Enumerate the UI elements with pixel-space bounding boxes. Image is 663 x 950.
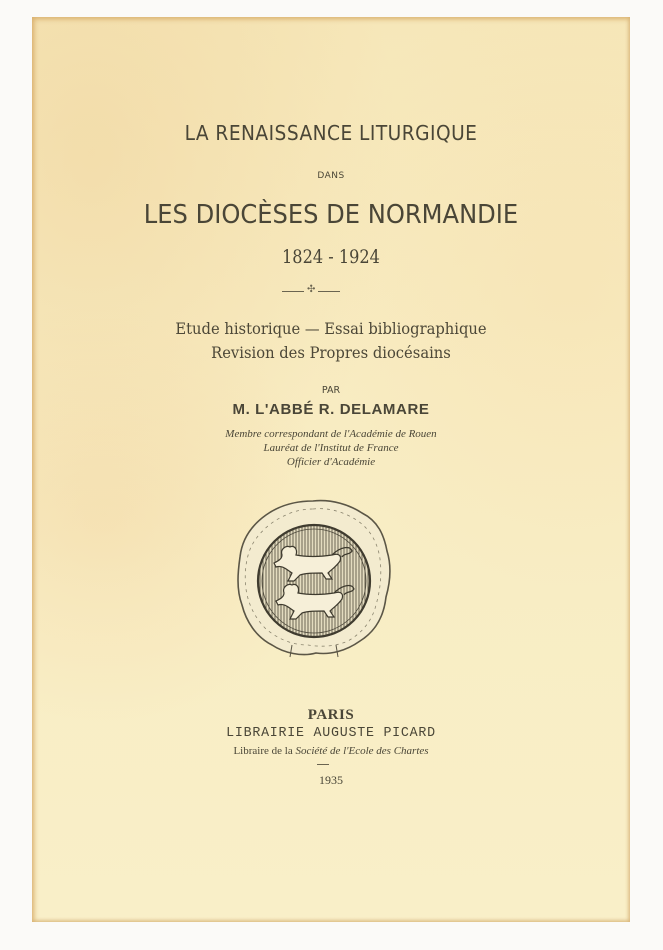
imprint-publisher: LIBRAIRIE AUGUSTE PICARD	[226, 725, 436, 741]
title-line-2: LES DIOCÈSES DE NORMANDIE	[143, 200, 519, 230]
author-credential: Lauréat de l'Institut de France	[263, 442, 399, 454]
date-range: 1824 - 1924	[282, 246, 380, 268]
subtitle-line-1: Etude historique — Essai bibliographique	[175, 319, 487, 338]
by-label: PAR	[321, 385, 341, 396]
divider-line-right	[318, 291, 340, 292]
title-connector: DANS	[317, 171, 345, 181]
publication-year: 1935	[319, 773, 343, 787]
book-cover	[32, 17, 630, 922]
author-name: M. L'ABBÉ R. DELAMARE	[232, 401, 430, 418]
normandy-seal-icon	[232, 495, 394, 660]
author-credential: Officier d'Académie	[286, 456, 376, 468]
author-credential: Membre correspondant de l'Académie de Rouen	[225, 428, 437, 440]
subtitle-line-2: Revision des Propres diocésains	[211, 343, 451, 362]
publisher-note-prefix: Libraire de la	[233, 745, 296, 757]
publisher-note-society: Société de l'Ecole des Chartes	[295, 745, 429, 757]
divider-ornament	[282, 284, 340, 295]
imprint-publisher-note	[32, 745, 630, 757]
title-line-1: LA RENAISSANCE LITURGIQUE	[184, 121, 478, 145]
imprint-city: PARIS	[307, 707, 355, 723]
divider-line-left	[282, 291, 304, 292]
imprint-rule	[317, 764, 329, 765]
fleuron-icon: ✣	[307, 284, 316, 295]
